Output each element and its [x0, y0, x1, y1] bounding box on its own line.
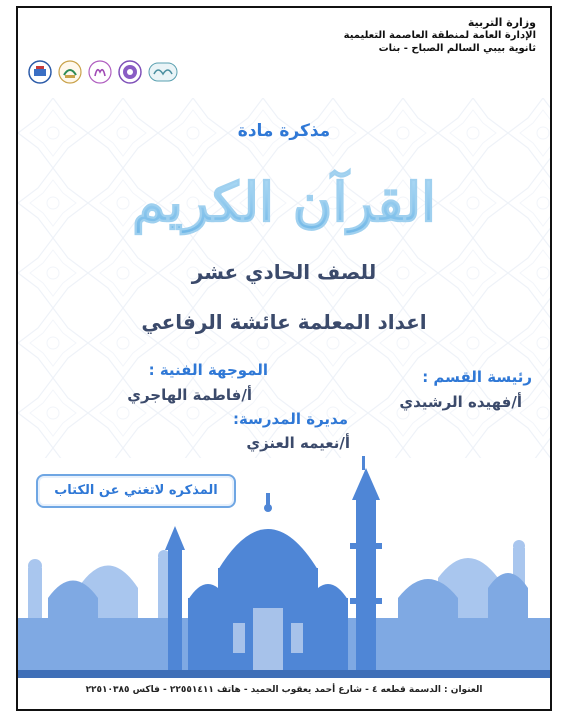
note-badge: المذكره لاتغني عن الكتاب [36, 474, 236, 508]
mosque-skyline-illustration [18, 448, 550, 678]
footer-address: العنوان : الدسمة قطعه ٤ - شارع أحمد يعقوب الحميد - هاتف ٢٢٥٥١٤١١ - فاكس ٢٢٥١٠٣٨٥ [85, 685, 483, 695]
subject-label: مذكرة مادة [237, 121, 331, 141]
principal-name: أ/نعيمه العنزي [246, 434, 350, 452]
school-name: ثانوية بيبي السالم الصباح - بنات [378, 43, 536, 54]
principal-label: مديرة المدرسة: [233, 410, 348, 428]
directorate-name: الإدارة العامة لمنطقة العاصمة التعليمية [343, 30, 536, 41]
technical-supervisor-name: أ/فاطمة الهاجري [127, 386, 252, 404]
ministry-name: وزارة التربية [467, 16, 536, 29]
page-frame [16, 6, 552, 711]
prepared-by: اعداد المعلمة عائشة الرفاعي [141, 310, 427, 334]
fanoun-logo-icon [148, 60, 178, 84]
purple-logo-icon [118, 60, 142, 84]
afaq-logo-icon [88, 60, 112, 84]
nahda-logo-icon [58, 60, 82, 84]
subject-calligraphy [18, 143, 550, 243]
school-logo-icon [28, 60, 52, 84]
logos-row [28, 60, 178, 86]
grade-title: للصف الحادي عشر [191, 260, 377, 284]
svg-text:القرآن الكريم: القرآن الكريم [131, 170, 437, 234]
department-head-label: رئيسة القسم : [422, 368, 532, 386]
department-head-name: أ/فهيده الرشيدي [399, 393, 522, 411]
technical-supervisor-label: الموجهة الفنية : [148, 361, 268, 379]
